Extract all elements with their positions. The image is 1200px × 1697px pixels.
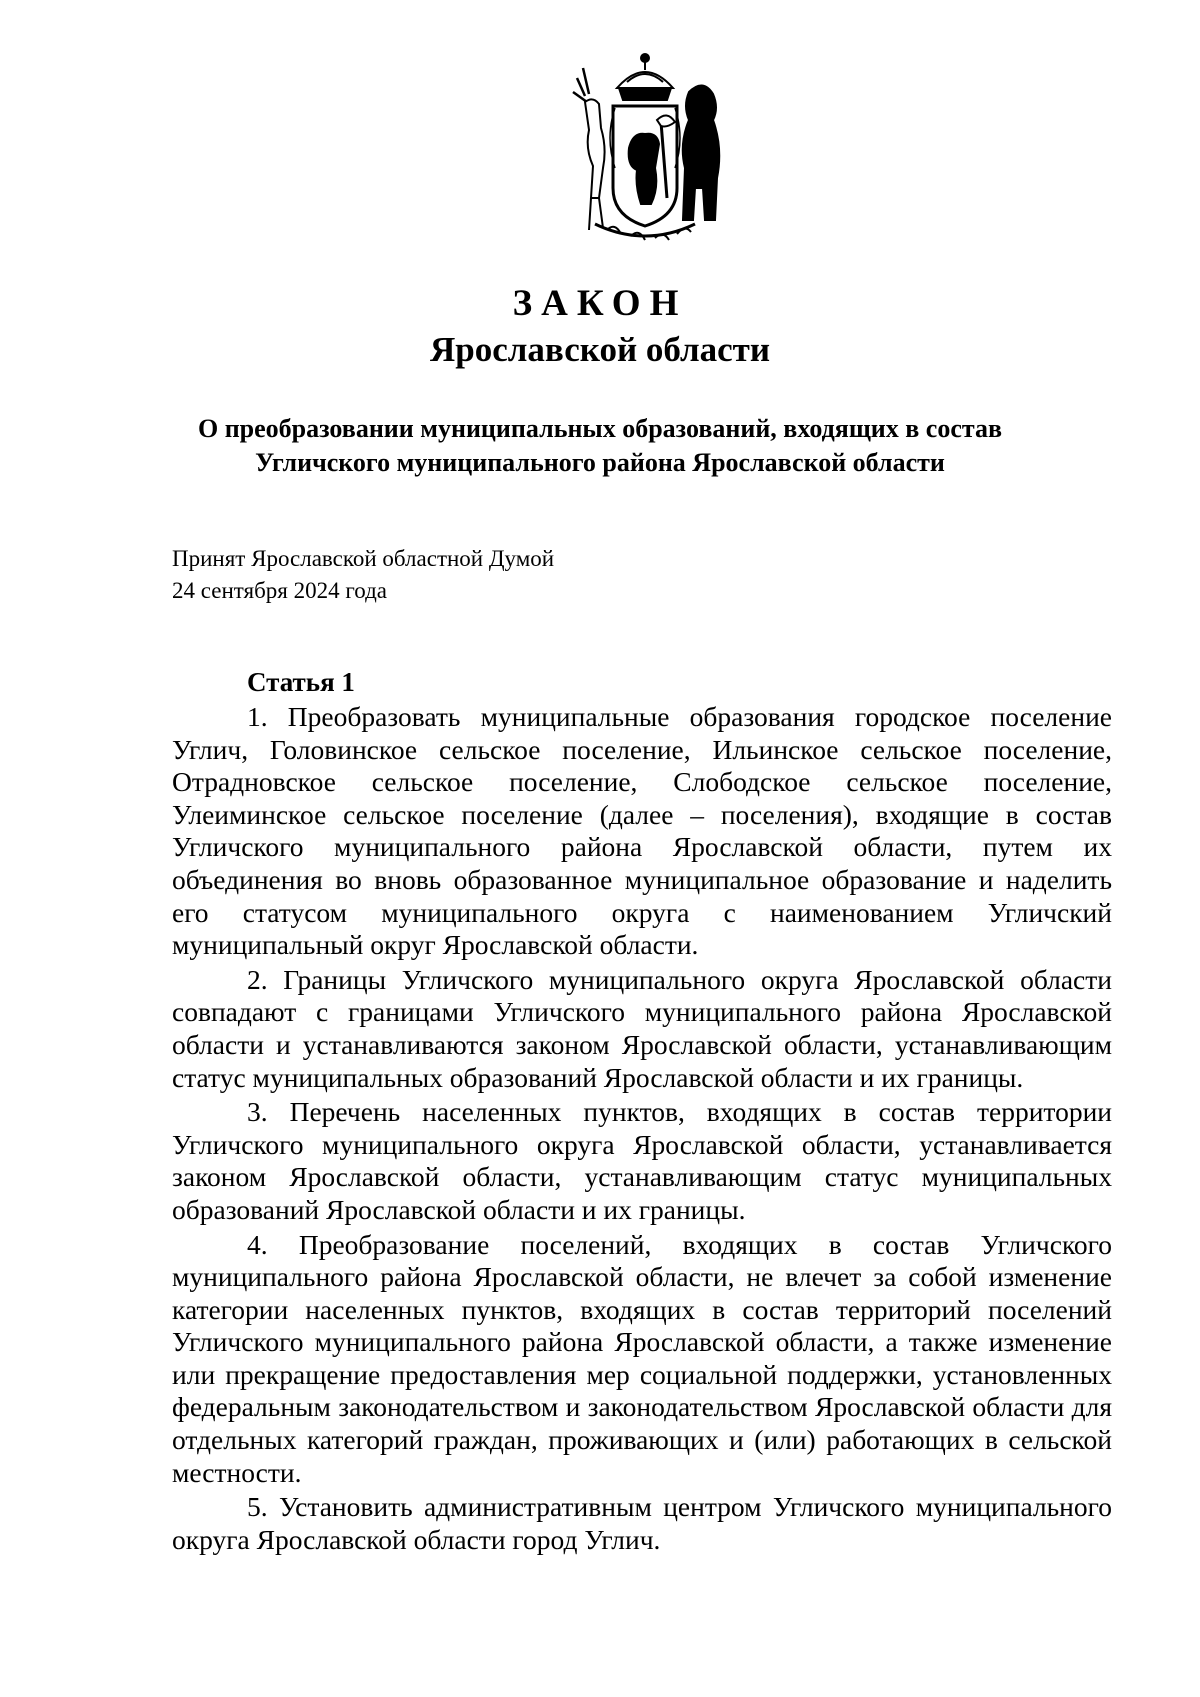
- subject-line-2: Угличского муниципального района Ярославской области: [255, 448, 945, 477]
- article-title: Статья 1: [247, 667, 355, 697]
- article-body: [172, 701, 1112, 1558]
- region-heading: Ярославской области: [429, 330, 771, 369]
- article-paragraph: 2. Границы Угличского муниципального округа Ярославской области совпадают с границами Угличского муниципального района Ярославской области и устанавливаются законом Ярославской области, устанавливающим статус муниципальных образований Ярославской области и их границы.: [172, 963, 1112, 1093]
- adoption-note: [172, 543, 554, 607]
- article-paragraph: 5. Установить административным центром Угличского муниципального округа Ярославской области город Углич.: [172, 1491, 1112, 1555]
- article-paragraph: 3. Перечень населенных пунктов, входящих в состав территории Угличского муниципального округа Ярославской области, устанавливается законом Ярославской области, устанавливающим статус муниципальных образований Ярославской области и их границы.: [172, 1096, 1112, 1225]
- coat-of-arms-emblem: [555, 48, 735, 253]
- adopted-by: Принят Ярославской областной Думой: [172, 546, 555, 571]
- law-heading: ЗАКОН: [512, 283, 688, 324]
- subject-line-1: О преобразовании муниципальных образований, входящих в состав: [197, 414, 1003, 443]
- article-paragraph: 1. Преобразовать муниципальные образования городское поселение Углич, Головинское сельское поселение, Ильинское сельское поселение, Отрадновское сельское поселение, Слободское сельское поселение, Улеиминское сельское поселение (далее – поселения), входящие в состав Угличского муниципального района Ярославской области, путем их объединения во вновь образованное муниципальное образование и наделить его статусом муниципального округа с наименованием Угличский муниципальный округ Ярославской области.: [172, 701, 1112, 961]
- article-paragraph: 4. Преобразование поселений, входящих в состав Угличского муниципального района Ярославской области, не влечет за собой изменение категории населенных пунктов, входящих в состав территорий поселений Угличского муниципального района Ярославской области, а также изменение или прекращение предоставления мер социальной поддержки, установленных федеральным законодательством и законодательством Ярославской области для отдельных категорий граждан, проживающих и (или) работающих в сельской местности.: [172, 1228, 1112, 1488]
- adoption-date: 24 сентября 2024 года: [172, 578, 387, 603]
- law-subject-title: [150, 412, 1050, 480]
